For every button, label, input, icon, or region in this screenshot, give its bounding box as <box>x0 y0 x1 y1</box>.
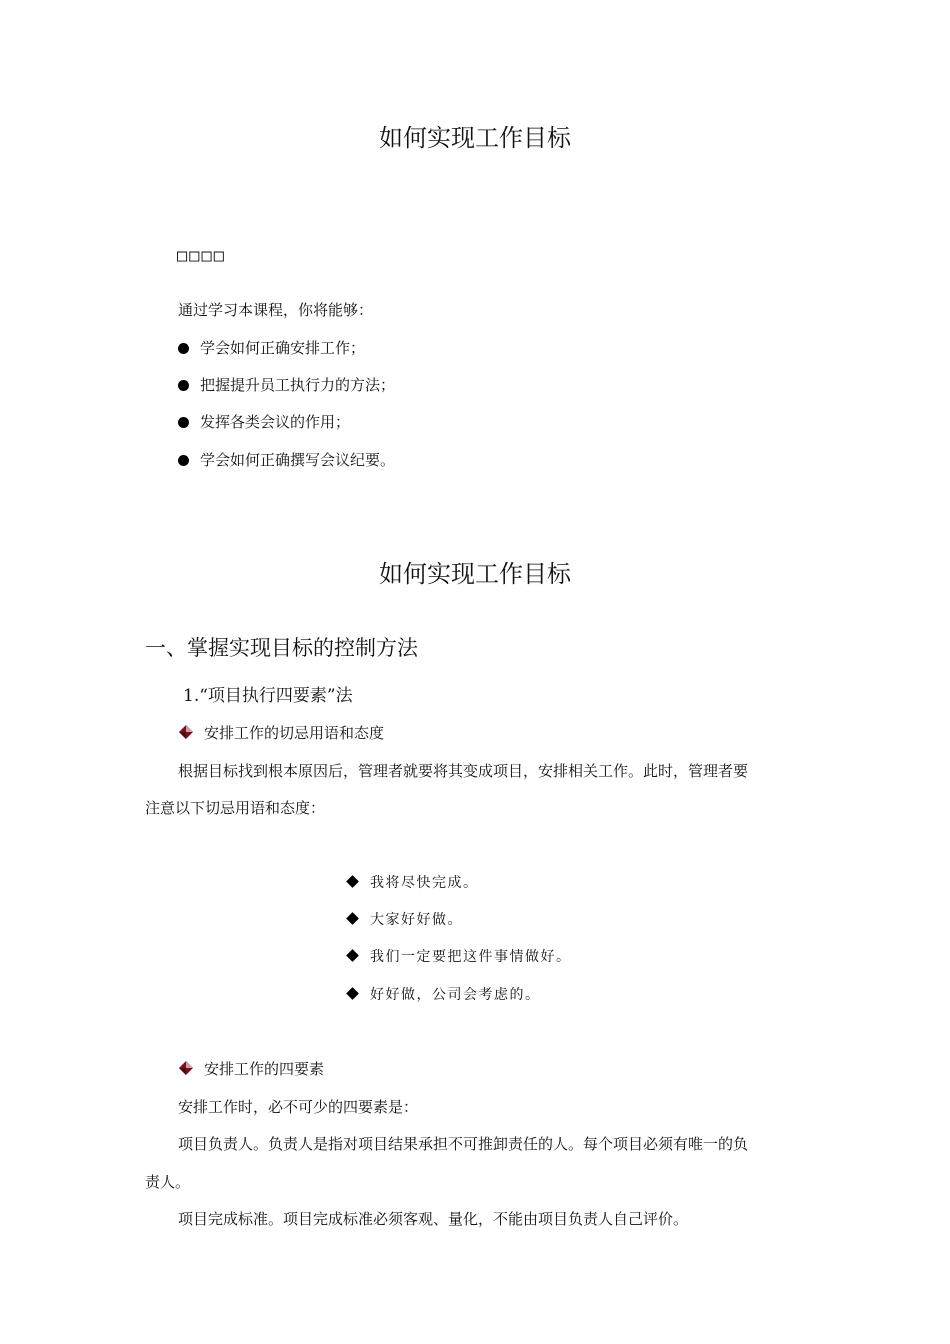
section-title: 如何实现工作目标 <box>379 560 571 588</box>
subsection-heading: 1.“项目执行四要素”法 <box>183 686 353 706</box>
list-item: 发挥各类会议的作用； <box>178 411 350 432</box>
diamond-icon <box>346 949 359 962</box>
list-item: 好好做，公司会考虑的。 <box>345 984 541 1004</box>
list-item: 把握提升员工执行力的方法； <box>178 374 395 395</box>
intro-text: 通过学习本课程，你将能够： <box>178 301 374 319</box>
list-item: 大家好好做。 <box>345 909 463 929</box>
point-heading: 安排工作的切忌用语和态度 <box>178 722 384 743</box>
list-item: 学会如何正确撰写会议纪要。 <box>178 449 395 470</box>
list-item: 我们一定要把这件事情做好。 <box>345 946 572 966</box>
document-title: 如何实现工作目标 <box>379 124 571 152</box>
paragraph-line: 项目完成标准。项目完成标准必须客观、量化，不能由项目负责人自己评价。 <box>178 1210 689 1228</box>
paragraph-line: 根据目标找到根本原因后，管理者就要将其变成项目，安排相关工作。此时，管理者要 <box>178 762 749 780</box>
point-heading: 安排工作的四要素 <box>178 1058 324 1079</box>
diamond-bullet-icon <box>178 724 194 740</box>
list-item: 学会如何正确安排工作； <box>178 337 365 358</box>
section-heading: 一、掌握实现目标的控制方法 <box>145 636 418 660</box>
paragraph-line: 安排工作时，必不可少的四要素是： <box>178 1098 419 1116</box>
paragraph-line: 项目负责人。负责人是指对项目结果承担不可推卸责任的人。每个项目必须有唯一的负 <box>178 1135 749 1153</box>
diamond-icon <box>346 987 359 1000</box>
objectives-heading: □□□□ <box>177 246 226 266</box>
diamond-bullet-icon <box>178 1060 194 1076</box>
diamond-icon <box>346 875 359 888</box>
bullet-icon <box>178 455 189 466</box>
bullet-icon <box>178 380 189 391</box>
list-item: 我将尽快完成。 <box>345 872 479 892</box>
bullet-icon <box>178 343 189 354</box>
bullet-icon <box>178 417 189 428</box>
paragraph-line: 注意以下切忌用语和态度： <box>145 799 326 817</box>
diamond-icon <box>346 912 359 925</box>
paragraph-line: 责人。 <box>145 1173 191 1191</box>
